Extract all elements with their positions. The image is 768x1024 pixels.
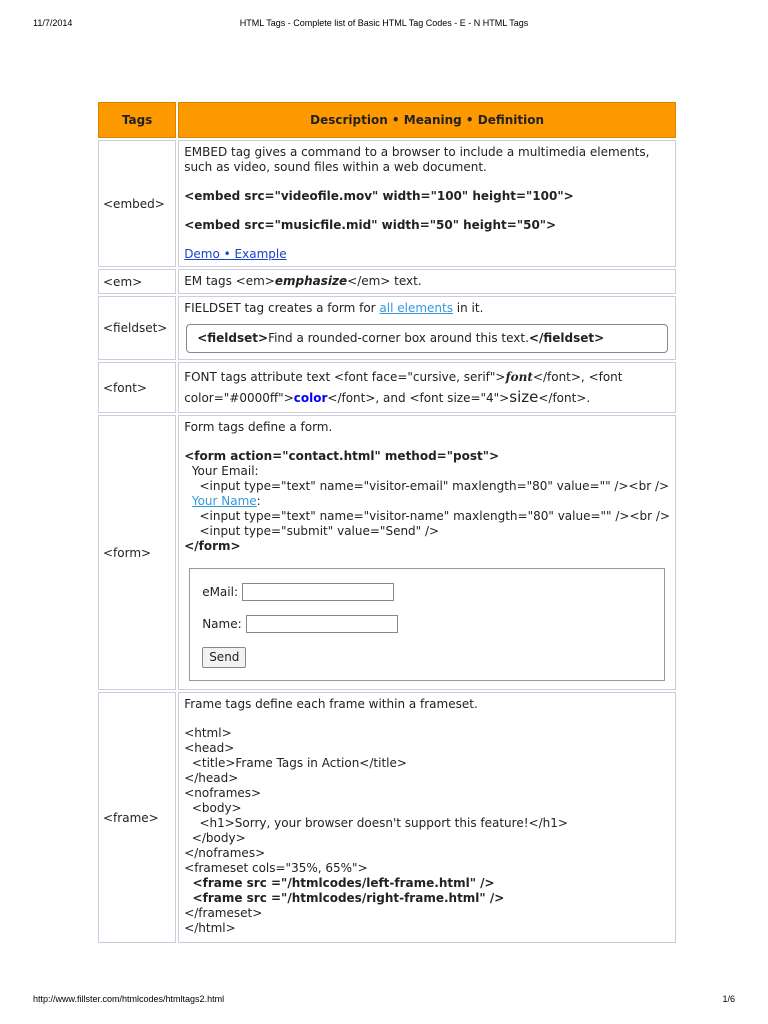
print-date: 11/7/2014 <box>33 18 73 28</box>
send-row <box>202 647 652 668</box>
tag-cell: <frame> <box>98 692 176 943</box>
code-line: <form action="contact.html" method="post"> <box>184 449 500 463</box>
print-url: http://www.fillster.com/htmlcodes/htmltags2.html <box>33 994 225 1004</box>
desc-text: Form tags define a form. <box>184 420 333 434</box>
tag-cell: <form> <box>98 415 176 690</box>
table-row-form <box>98 415 676 690</box>
table-row-frame <box>98 692 676 943</box>
code-line: </noframes> <box>184 846 266 860</box>
tag-cell: <em> <box>98 269 176 294</box>
desc-text: EM tags <em> <box>184 274 275 288</box>
code-line: <head> <box>184 741 235 755</box>
all-elements-link[interactable]: all elements <box>379 301 453 315</box>
tag-cell: <embed> <box>98 140 176 267</box>
code-line: </frameset> <box>184 906 263 920</box>
table-row-em <box>98 269 676 294</box>
desc-text: Frame tags define each frame within a frameset. <box>184 697 478 711</box>
code-line: <frameset cols="35%, 65%"> <box>184 861 368 875</box>
desc-cell <box>178 692 676 943</box>
tag-cell: <font> <box>98 362 176 413</box>
desc-cell <box>178 269 676 294</box>
desc-cell <box>178 296 676 360</box>
table-header-row <box>98 102 676 138</box>
code-line: <frame src ="/htmlcodes/right-frame.html" /> <box>184 891 505 905</box>
desc-text: </font>. <box>538 391 591 405</box>
code-close: </fieldset> <box>528 331 605 345</box>
email-row <box>202 583 652 601</box>
code-text: : <box>256 494 261 508</box>
your-name-link[interactable]: Your Name <box>191 494 257 508</box>
code-line: </body> <box>184 831 246 845</box>
fieldset-demo-box <box>186 324 668 353</box>
desc-text: EMBED tag gives a command to a browser to include a multimedia elements, such as video, sound files within a web document. <box>184 145 650 174</box>
email-field[interactable] <box>242 583 394 601</box>
table-row-embed <box>98 140 676 267</box>
code-line: </html> <box>184 921 236 935</box>
name-label: Name: <box>202 616 242 631</box>
desc-text: FIELDSET tag creates a form for <box>184 301 380 315</box>
code-open: <fieldset> <box>197 331 269 345</box>
code-line: <html> <box>184 726 232 740</box>
desc-text: </em> text. <box>347 274 422 288</box>
code-line: <input type="submit" value="Send" /> <box>184 524 440 538</box>
desc-cell <box>178 415 676 690</box>
code-line: <noframes> <box>184 786 262 800</box>
desc-cell <box>178 140 676 267</box>
print-title: HTML Tags - Complete list of Basic HTML Tag Codes - E - N HTML Tags <box>239 18 529 28</box>
code-line: <input type="text" name="visitor-email" maxlength="80" value="" /><br /> <box>184 479 670 493</box>
emphasized-word: emphasize <box>274 274 348 288</box>
email-label: eMail: <box>202 584 238 599</box>
code-line: </form> <box>184 539 241 553</box>
code-line: <input type="text" name="visitor-name" maxlength="80" value="" /><br /> <box>184 509 670 523</box>
tags-table <box>96 100 678 945</box>
form-demo-box <box>189 568 665 681</box>
code-line: <embed src="videofile.mov" width="100" height="100"> <box>184 189 574 203</box>
code-line: </head> <box>184 771 239 785</box>
tag-cell: <fieldset> <box>98 296 176 360</box>
table-row-font <box>98 362 676 413</box>
demo-link[interactable]: Demo • Example <box>184 247 287 261</box>
desc-text: in it. <box>452 301 484 315</box>
font-sample-cursive: font <box>505 370 533 384</box>
table-row-fieldset <box>98 296 676 360</box>
desc-text: FONT tags attribute text <font face="cursive, serif"> <box>184 370 506 384</box>
code-line: <title>Frame Tags in Action</title> <box>184 756 407 770</box>
name-row <box>202 615 652 633</box>
name-field[interactable] <box>246 615 398 633</box>
col-desc-header: Description • Meaning • Definition <box>178 102 676 138</box>
desc-text: </font>, <font color="#0000ff"> <box>184 370 623 405</box>
print-page-number: 1/6 <box>722 994 735 1004</box>
desc-cell <box>178 362 676 413</box>
code-line: Your Email: <box>184 464 259 478</box>
col-tags-header: Tags <box>98 102 176 138</box>
code-line: <h1>Sorry, your browser doesn't support this feature!</h1> <box>184 816 568 830</box>
font-sample-color: color <box>293 391 328 405</box>
code-line <box>184 494 670 509</box>
send-button[interactable]: Send <box>202 647 246 668</box>
font-sample-size: size <box>509 388 539 406</box>
code-line: <frame src ="/htmlcodes/left-frame.html" /> <box>184 876 495 890</box>
code-line: <embed src="musicfile.mid" width="50" height="50"> <box>184 218 557 232</box>
code-line: <body> <box>184 801 242 815</box>
desc-text: </font>, and <font size="4"> <box>327 391 510 405</box>
fieldset-inner-text: Find a rounded-corner box around this text. <box>268 331 529 345</box>
